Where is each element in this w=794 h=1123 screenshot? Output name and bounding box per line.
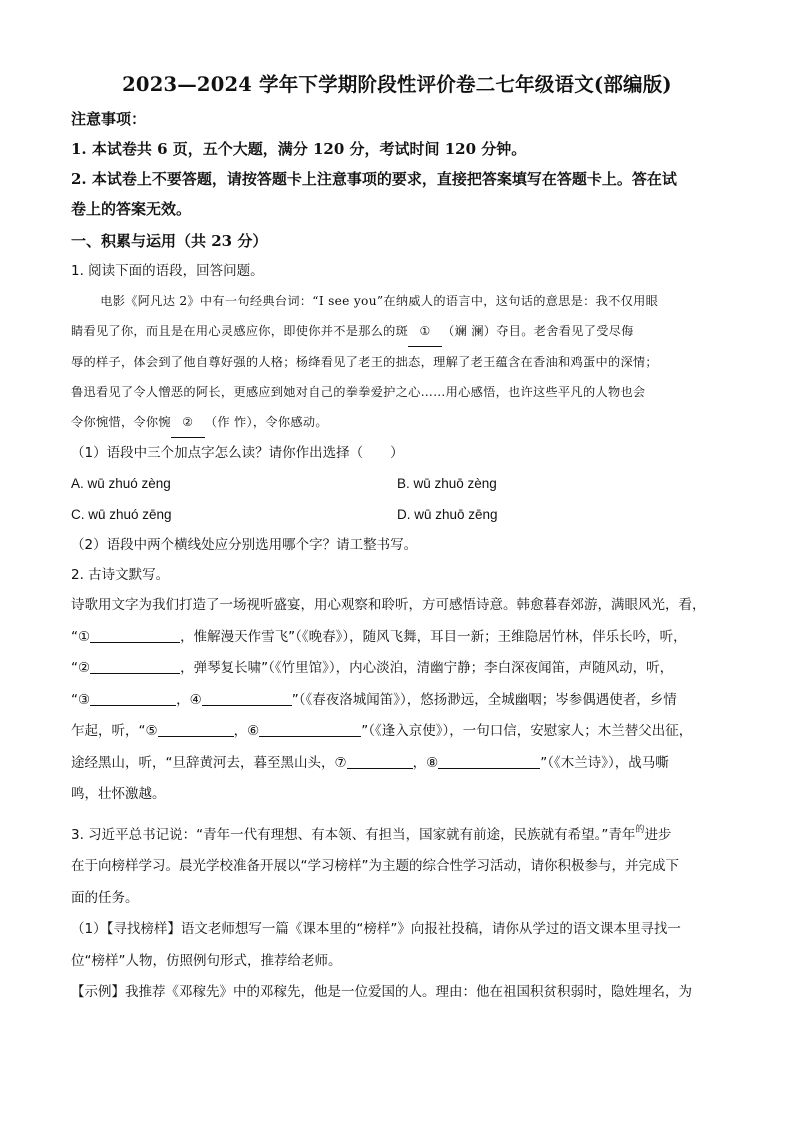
passage-line	[71, 316, 723, 347]
question-2-body	[71, 590, 723, 811]
option-b[interactable]: B. wū zhuō zèng	[397, 476, 497, 491]
passage-text: （作 怍），令你感动。	[204, 415, 328, 429]
passage-line: 鲁迅看见了令人憎恶的阿长，更感应到她对自己的拳拳爱护之心……用心感悟，也许这些平凡的人物也会	[71, 385, 646, 399]
option-c[interactable]: C. wū zhuó zēng	[71, 507, 172, 522]
poetry-text: ，⑥	[233, 723, 260, 739]
poetry-text: ，弹琴复长啸”（《竹里馆》），内心淡泊，清幽宁静；李白深夜闻笛，声随风动，听，	[180, 660, 674, 676]
poetry-line	[71, 622, 723, 654]
poetry-line: 鸣，壮怀激越。	[71, 786, 166, 802]
section-heading: 一、积累与运用（共 23 分）	[71, 232, 268, 250]
question-3	[71, 815, 723, 1009]
poetry-text: ”（《春夜洛城闻笛》），悠扬渺远，全城幽咽；岑参偶遇使者，乡情	[291, 691, 677, 708]
fill-blank-1[interactable]: ①	[408, 316, 442, 347]
question-3-superscript: 的	[635, 824, 645, 835]
question-3-text: 进步	[644, 826, 672, 843]
poetry-blank-7[interactable]	[347, 752, 413, 769]
option-a[interactable]: A. wū zhuó zèng	[71, 476, 171, 491]
poetry-line	[71, 748, 723, 780]
answer-options	[71, 468, 723, 530]
notice-heading: 注意事项：	[71, 110, 147, 128]
question-3-line: 在于向榜样学习。晨光学校准备开展以“学习榜样”为主题的综合性学习活动，请你积极参与，并完成下	[71, 858, 679, 874]
poetry-line: 诗歌用文字为我们打造了一场视听盛宴，用心观察和聆听，方可感悟诗意。韩愈暮春郊游，满眼风光，看，	[71, 597, 706, 613]
poetry-line	[71, 685, 723, 717]
poetry-text: 途经黑山，听，“旦辞黄河去，暮至黑山头，⑦	[71, 754, 347, 771]
page-title: 2023—2024 学年下学期阶段性评价卷二七年级语文(部编版)	[122, 73, 672, 96]
question-3-line: 面的任务。	[71, 889, 139, 906]
passage-text: 睛看见了你，而且是在用心灵感应你，即使你并不是那么的斑	[71, 324, 409, 338]
notice-item-2	[71, 164, 723, 224]
poetry-text: ，⑧	[412, 754, 439, 771]
question-1-stem: 1. 阅读下面的语段，回答问题。	[71, 263, 264, 279]
passage-text: 令你惋惜，令你惋	[71, 415, 171, 429]
poetry-blank-5[interactable]	[158, 720, 234, 737]
fill-blank-2[interactable]: ②	[171, 407, 205, 438]
question-1-sub-2: （2）语段中两个横线处应分别选用哪个字？请工整书写。	[71, 537, 418, 553]
question-3-line	[71, 815, 723, 852]
poetry-text: “③	[71, 691, 91, 708]
poetry-text: “①	[71, 628, 91, 645]
question-2-stem: 2. 古诗文默写。	[71, 567, 170, 583]
poetry-text: ，惟解漫天作雪飞”（《晚春》），随风飞舞，耳目一新；王维隐居竹林，伴乐长吟，听，	[180, 628, 687, 645]
poetry-line	[71, 653, 723, 685]
poetry-blank-6[interactable]	[259, 720, 361, 737]
passage-line: 电影《阿凡达 2》中有一句经典台词：“I see you”在纳威人的语言中，这句话的意思是：我不仅用眼	[100, 294, 659, 308]
poetry-blank-2[interactable]	[90, 657, 180, 674]
passage-line	[71, 407, 723, 438]
question-3-sub-1: （1）【寻找榜样】语文老师想写一篇《课本里的“榜样”》向报社投稿，请你从学过的语文课本里寻找一	[71, 921, 681, 937]
passage-line: 辱的样子，体会到了他自尊好强的人格；杨绛看见了老王的拙态，理解了老王蕴含在香油和鸡蛋中的深情；	[71, 355, 658, 369]
notice-item-2-line-b: 卷上的答案无效。	[71, 200, 192, 218]
poetry-blank-1[interactable]	[90, 626, 180, 643]
question-3-example: 【示例】我推荐《邓稼先》中的邓稼先，他是一位爱国的人。理由：他在祖国积贫积弱时，隐姓埋名，为	[71, 984, 692, 1000]
notice-item-2-line-a: 2. 本试卷上不要答题，请按答题卡上注意事项的要求，直接把答案填写在答题卡上。答在试	[71, 170, 677, 188]
poetry-blank-3[interactable]	[90, 689, 176, 706]
poetry-text: 乍起，听，“⑤	[71, 723, 158, 739]
poetry-text: ”（《逢入京使》），一句口信，安慰家人；木兰替父出征，	[361, 723, 693, 739]
question-1-passage	[71, 286, 723, 438]
question-1-sub-1: （1）语段中三个加点字怎么读？请你作出选择（ ）	[71, 445, 404, 461]
poetry-text: ，④	[176, 691, 202, 708]
poetry-blank-8[interactable]	[438, 752, 540, 769]
notice-item-1: 1. 本试卷共 6 页，五个大题，满分 120 分，考试时间 120 分钟。	[71, 140, 527, 158]
passage-text: （斓 澜）夺目。老舍看见了受尽侮	[442, 324, 634, 338]
option-d[interactable]: D. wū zhuō zēng	[397, 507, 498, 522]
question-3-sub-1-cont: 位“榜样”人物，仿照例句形式，推荐给老师。	[71, 952, 342, 969]
question-3-text: 3. 习近平总书记说：“青年一代有理想、有本领、有担当，国家就有前途，民族就有希望。”青年	[71, 826, 636, 843]
poetry-text: “②	[71, 660, 91, 676]
poetry-text: ”（《木兰诗》），战马嘶	[540, 754, 669, 771]
poetry-line	[71, 716, 723, 748]
poetry-blank-4[interactable]	[202, 689, 292, 706]
